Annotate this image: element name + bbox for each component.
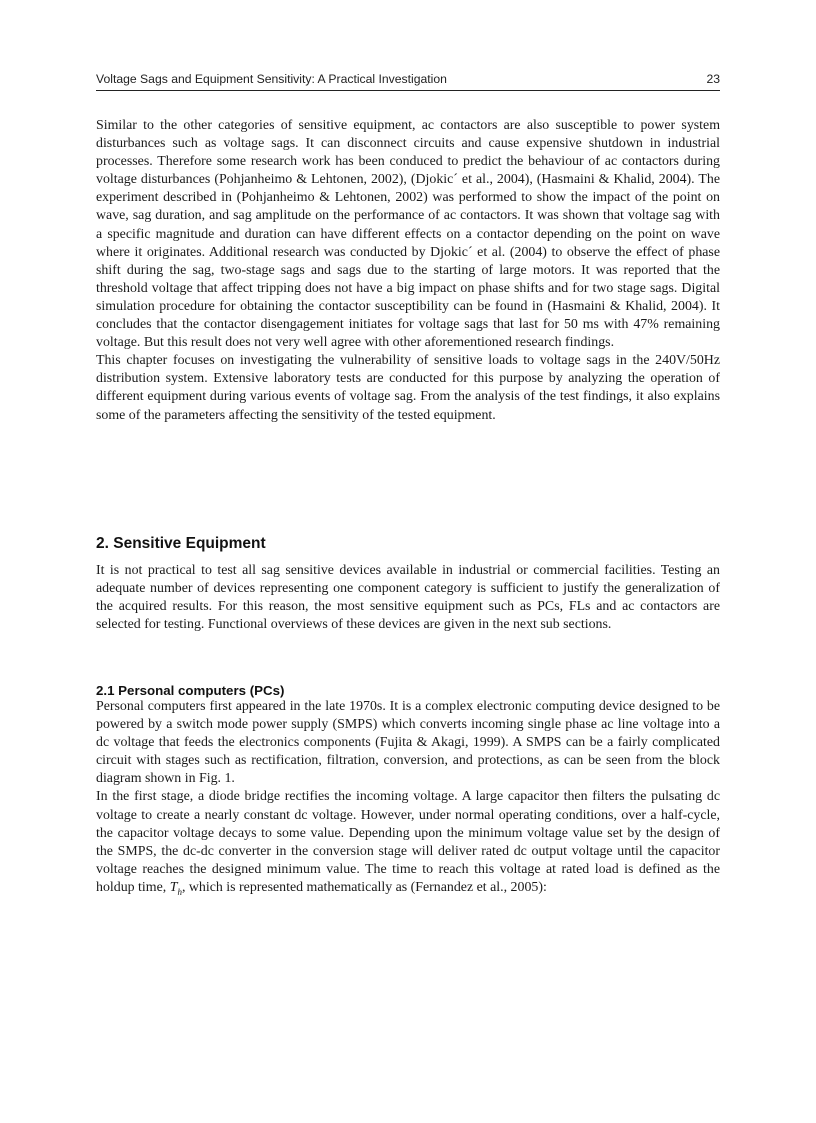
intro-section bbox=[96, 117, 720, 425]
paragraph-text: In the first stage, a diode bridge rectifies the incoming voltage. A large capacitor then filters the pulsating dc voltage to create a nearly constant dc voltage. However, under normal operating conditions, over a half-cycle, the capacitor voltage decays to some value. Depending upon the minimum voltage value set by the design of the SMPS, the dc-dc converter in the conversion stage will deliver rated dc output voltage until the capacitor voltage reaches the designed minimum value. The time to reach this voltage at rated load is defined as the holdup time, bbox=[96, 789, 720, 895]
section-2 bbox=[96, 535, 720, 634]
subsection-heading: 2.1 Personal computers (PCs) bbox=[96, 683, 285, 698]
intro-paragraph-2: This chapter focuses on investigating the vulnerability of sensitive loads to voltage sags in the 240V/50Hz distribution system. Extensive laboratory tests are conducted for this purpose by analyzing the operation of different equipment during various events of voltage sag. From the analysis of the test findings, it also explains some of the parameters affecting the sensitivity of the tested equipment. bbox=[96, 353, 720, 423]
section-heading: 2. Sensitive Equipment bbox=[96, 535, 266, 552]
intro-paragraph-1: Similar to the other categories of sensitive equipment, ac contactors are also susceptible to power system disturbances such as voltage sags. It can disconnect circuits and cause expensive shutdown in industrial processes. Therefore some research work has been conduced to predict the behaviour of ac contactors during voltage disturbances (Pohjanheimo & Lehtonen, 2002), (Djokic´ et al., 2004), (Hasmaini & Khalid, 2004). The experiment described in (Pohjanheimo & Lehtonen, 2002) was performed to show the impact of the point on wave, sag duration, and sag amplitude on the performance of ac contactors. It was shown that voltage sag with a specific magnitude and duration can have different effects on a contactor depending on the point on wave where it originates. Additional research was conducted by Djokic´ et al. (2004) to observe the effect of phase shift during the sag, two-stage sags and sags due to the starting of large motors. It was reported that the threshold voltage that affect tripping does not have a big impact on phase shifts and for two stage sags. Digital simulation procedure for obtaining the contactor susceptibility can be found in (Hasmaini & Khalid, 2004). It concludes that the contactor disengagement initiates for voltage sags that last for 50 ms with 47% remaining voltage. But this result does not very well agree with other aforementioned research findings. bbox=[96, 118, 720, 351]
paragraph-text: , which is represented mathematically as (Fernandez et al., 2005): bbox=[181, 879, 547, 895]
section-2-1-paragraph-2 bbox=[96, 788, 720, 900]
page-number: 23 bbox=[706, 72, 720, 86]
section-2-paragraph: It is not practical to test all sag sensitive devices available in industrial or commercial facilities. Testing an adequate number of devices representing one component category is sufficient to justify the generalization of the acquired results. For this reason, the most sensitive equipment such as PCs, FLs and ac contactors are selected for testing. Functional overviews of these devices are given in the next sub sections. bbox=[96, 563, 720, 633]
running-header bbox=[96, 72, 720, 91]
running-title: Voltage Sags and Equipment Sensitivity: A Practical Investigation bbox=[96, 72, 447, 86]
section-2-1 bbox=[96, 683, 720, 901]
holdup-time-symbol: $T_h$ bbox=[169, 879, 182, 897]
section-2-1-paragraph-1: Personal computers first appeared in the late 1970s. It is a complex electronic computing device designed to be powered by a switch mode power supply (SMPS) which converts incoming single phase ac line voltage into a dc voltage that feeds the electronics components (Fujita & Akagi, 1999). A SMPS can be a fairly complicated circuit with stages such as rectification, filtration, conversion, and protections, as can be seen from the block diagram shown in Fig. 1. bbox=[96, 699, 720, 787]
